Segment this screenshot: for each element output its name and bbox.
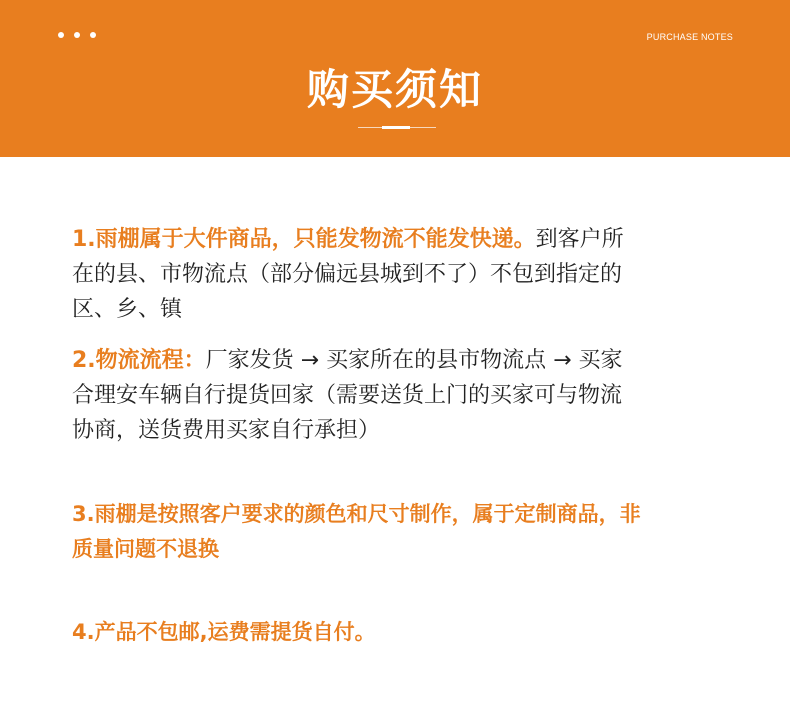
notice-text: 区、乡、镇 bbox=[72, 297, 183, 322]
dot bbox=[58, 32, 64, 38]
notice-text: 协商，送货费用买家自行承担） bbox=[72, 418, 381, 443]
notice-line: 质量问题不退换 bbox=[72, 537, 219, 561]
notice-line bbox=[72, 222, 732, 257]
notice-text: 厂家发货 → 买家所在的县市物流点 → 买家 bbox=[205, 348, 623, 373]
dots-icon bbox=[58, 32, 96, 38]
title-divider-accent bbox=[382, 126, 410, 129]
page-title: 购买须知 bbox=[306, 65, 483, 114]
notice-3 bbox=[72, 497, 732, 567]
notice-line bbox=[72, 413, 732, 448]
dot bbox=[74, 32, 80, 38]
notice-line bbox=[72, 257, 732, 292]
notice-line bbox=[72, 378, 732, 413]
notice-4 bbox=[72, 615, 732, 650]
notice-line bbox=[72, 292, 732, 327]
header-banner bbox=[0, 0, 790, 157]
notice-2 bbox=[72, 343, 732, 448]
notice-text: 在的县、市物流点（部分偏远县城到不了）不包到指定的 bbox=[72, 262, 623, 287]
notice-line bbox=[72, 343, 732, 378]
notice-text: 到客户所 bbox=[535, 227, 624, 252]
dot bbox=[90, 32, 96, 38]
notice-1 bbox=[72, 222, 732, 327]
english-label: PURCHASE NOTES bbox=[646, 32, 733, 42]
notice-highlight: 2.物流流程： bbox=[72, 348, 206, 373]
notice-highlight: 1.雨棚属于大件商品，只能发物流不能发快递。 bbox=[72, 227, 536, 252]
notice-line: 3.雨棚是按照客户要求的颜色和尺寸制作，属于定制商品，非 bbox=[72, 502, 641, 526]
notice-line: 4.产品不包邮,运费需提货自付。 bbox=[72, 620, 376, 644]
notice-text: 合理安车辆自行提货回家（需要送货上门的买家可与物流 bbox=[72, 383, 623, 408]
